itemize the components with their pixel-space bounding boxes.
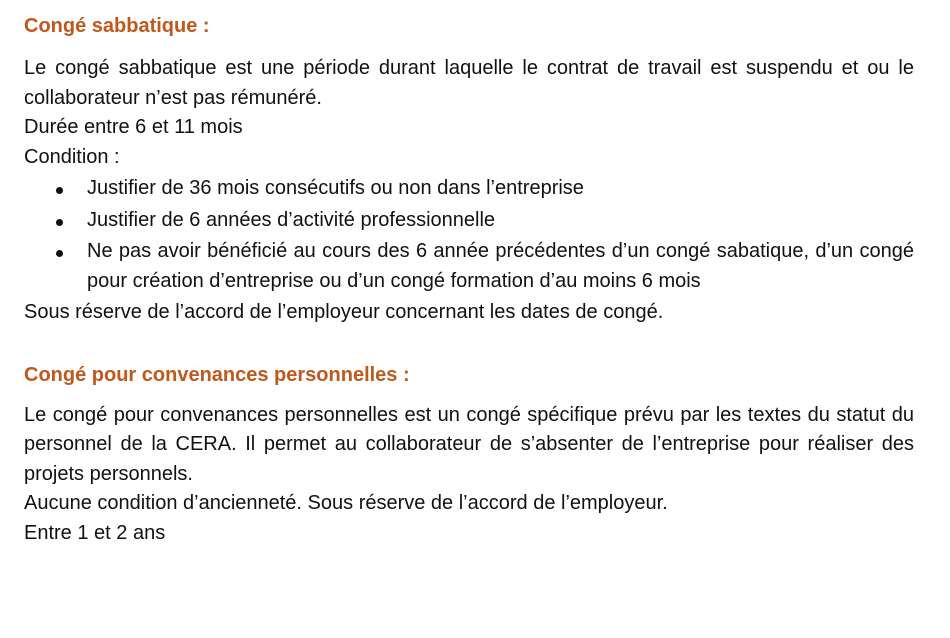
list-item-text: Justifier de 6 années d’activité professionnelle — [87, 208, 496, 231]
duration-text: Entre 1 et 2 ans — [24, 521, 166, 544]
section-conge-sabbatique — [24, 14, 914, 328]
document — [24, 0, 914, 548]
bullet-icon — [56, 187, 63, 194]
condition-text: Aucune condition d’ancienneté. Sous réserve de l’accord de l’employeur. — [24, 492, 668, 514]
section-conge-convenances — [24, 363, 914, 549]
reserve-text: Sous réserve de l’accord de l’employeur concernant les dates de congé. — [24, 301, 664, 323]
intro-paragraph: Le congé pour convenances personnelles est un congé spécifique prévu par les textes du statut du personnel de la CERA. Il permet au collaborateur de s’absenter de l’entreprise pour réaliser des projets personnels. — [24, 403, 914, 485]
list-item — [24, 206, 914, 236]
section-heading: Congé pour convenances personnelles : — [24, 363, 410, 386]
section-heading: Congé sabbatique : — [24, 15, 210, 37]
bullet-icon — [56, 250, 63, 257]
list-item — [24, 237, 914, 296]
conditions-list — [24, 174, 914, 296]
list-item — [24, 174, 914, 204]
list-item-text: Ne pas avoir bénéficié au cours des 6 année précédentes d’un congé sabatique, d’un congé pour création d’entreprise ou d’un congé formation d’au moins 6 mois — [87, 240, 914, 292]
bullet-icon — [56, 219, 63, 226]
intro-paragraph: Le congé sabbatique est une période durant laquelle le contrat de travail est suspendu et ou le collaborateur n’est pas rémunéré. — [24, 57, 914, 109]
condition-label: Condition : — [24, 145, 120, 168]
list-item-text: Justifier de 36 mois consécutifs ou non dans l’entreprise — [87, 177, 584, 199]
duration-text: Durée entre 6 et 11 mois — [24, 116, 243, 138]
